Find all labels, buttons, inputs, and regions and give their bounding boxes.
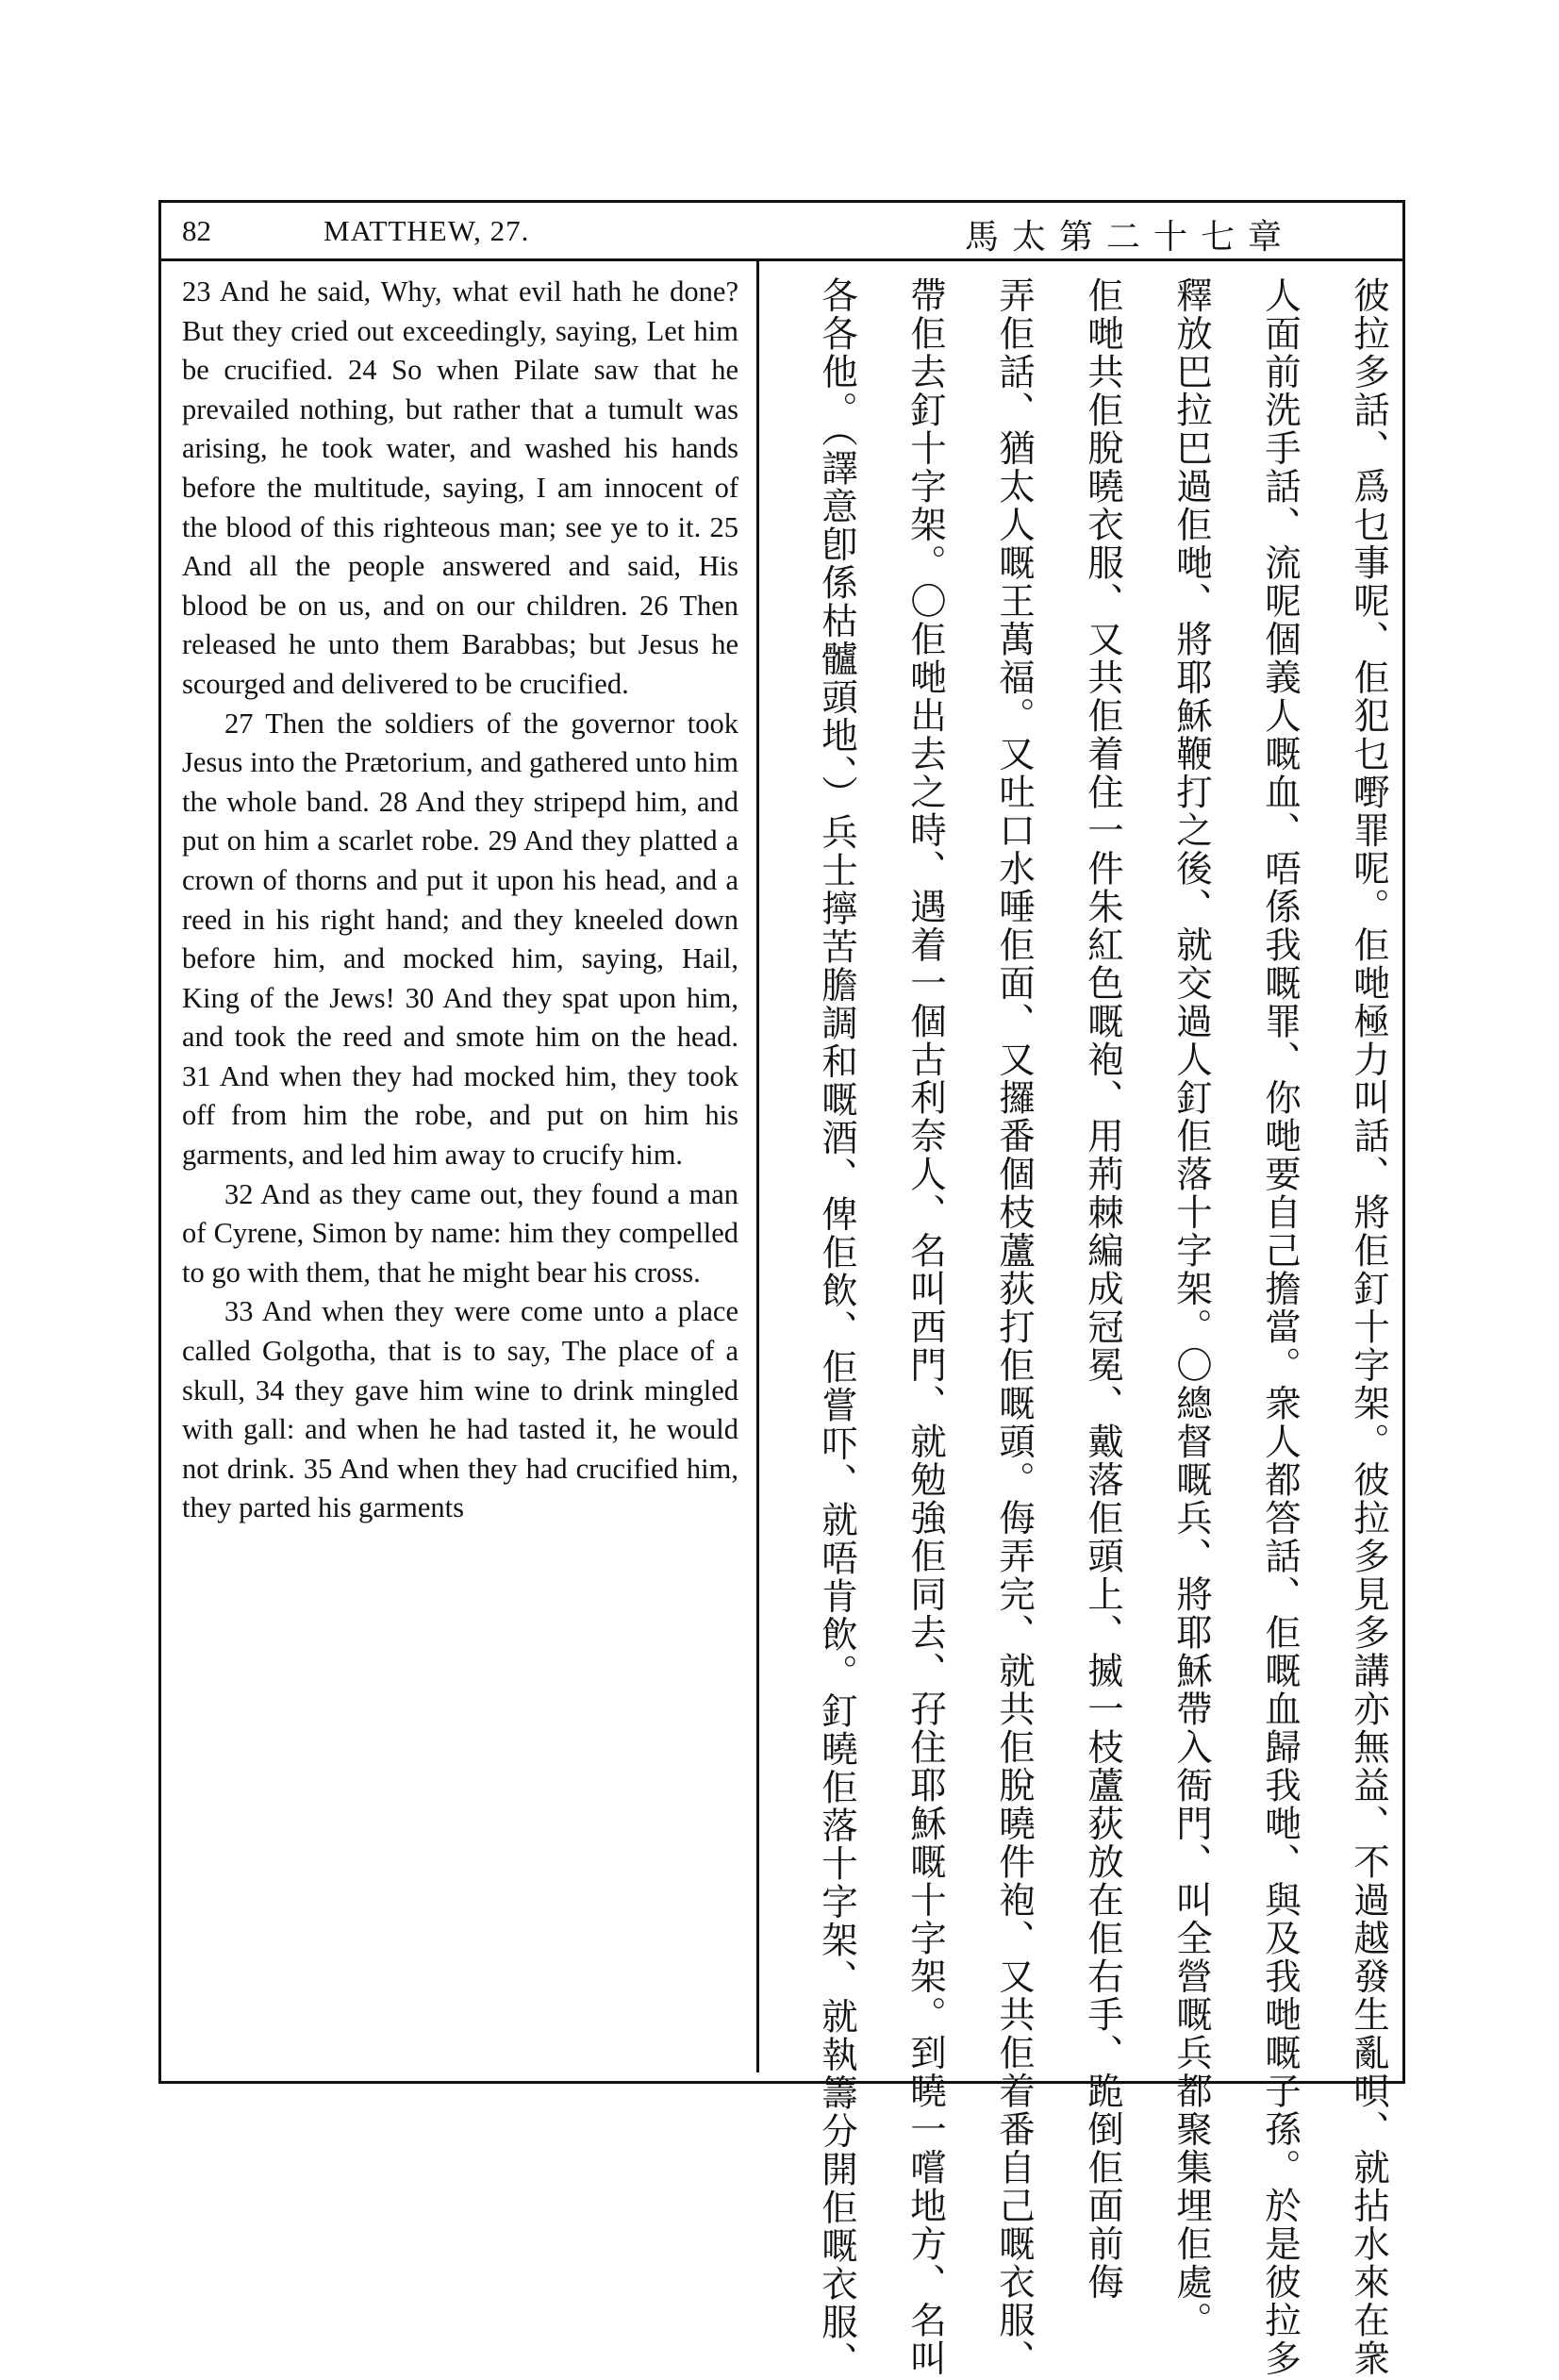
page-number: 82 [182, 214, 211, 247]
chinese-text-column: 釋放巴拉巴過佢哋、將耶穌鞭打之後、就交過人釘佢落十字架。〇總督嘅兵、將耶穌帶入衙門、叫全營嘅兵都聚集埋佢處。 [1170, 276, 1213, 2339]
chinese-text-column: 人面前洗手話、流呢個義人嘅血、唔係我嘅罪、你哋要自己擔當。衆人都答話、佢嘅血歸我哋、與及我哋嘅子孫。於是彼拉多 [1259, 276, 1302, 2378]
chinese-text-column: 各各他。（譯意卽係枯髗頭地、）兵士擰苦膽調和嘅酒、俾佢飲、佢嘗吓、就唔肯飲。釘曉佢落十字架、就執籌分開佢嘅衣服、 [816, 276, 858, 2380]
page-title: MATTHEW, 27. [323, 214, 530, 247]
page-frame [158, 200, 1405, 2380]
english-column [182, 273, 738, 1528]
english-paragraph: 32 And as they came out, they found a man of Cyrene, Simon by name: him they compelled to go with them, that he might bear his cross. [182, 1177, 738, 1289]
chinese-text-column: 佢哋共佢脫曉衣服、又共佢着住一件朱紅色嘅袍、用荊棘編成冠冕、戴落佢頭上、揻一枝蘆荻放在佢右手、跪倒佢面前侮 [1082, 276, 1124, 2302]
chinese-title: 馬太第二十七章 [964, 218, 1295, 257]
english-paragraph: 23 And he said, Why, what evil hath he done? But they cried out exceedingly, saying, Let him be crucified. 24 So when Pilate saw that he prevailed nothing, but rather that a tumult was arising, he took water, and washed his hands before the multitude, saying, I am innocent of the blood of this righteous man; see ye to it. 25 And all the people answered and said, His blood be on us, and on our children. 26 Then released he unto them Barabbas; but Jesus he scourged and delivered to be crucified. [182, 275, 738, 700]
english-paragraph: 27 Then the soldiers of the governor took Jesus into the Prætorium, and gathered unto him the whole band. 28 And they stripepd him, and put on him a scarlet robe. 29 And they platted a crown of thorns and put it upon his head, and a reed in his right hand; and they kneeled down before him, and mocked him, saying, Hail, King of the Jews! 30 And they spat upon him, and took the reed and smote him on the head. 31 And when they had mocked him, they took off from him the robe, and put on him his garments, and led him away to crucify him. [182, 707, 738, 1172]
chinese-text-column: 彼拉多話、爲乜事呢、佢犯乜嘢罪呢。佢哋極力叫話、將佢釘十字架。彼拉多見多講亦無益、不過越發生亂唄、就拈水來在衆 [1348, 276, 1390, 2378]
chinese-text-column: 弄佢話、猶太人嘅王萬福。又吐口水唾佢面、又攞番個枝蘆荻打佢嘅頭。侮弄完、就共佢脫曉件袍、又共佢着番自己嘅衣服、 [993, 276, 1036, 2378]
page-header [161, 203, 1402, 261]
chinese-column [765, 276, 1395, 2380]
english-paragraph: 33 And when they were come unto a place called Golgotha, that is to say, The place of a skull, 34 they gave him wine to drink mingled with gall: and when he had tasted it, he would not drink. 35 And when they had crucified him, they parted his garments [182, 1295, 738, 1524]
column-divider [756, 261, 759, 2072]
chinese-text-column: 帶佢去釘十字架。〇佢哋出去之時、遇着一個古利奈人、名叫西門、就勉強佢同去、孖住耶穌嘅十字架。到曉一嚐地方、名叫 [904, 276, 947, 2378]
